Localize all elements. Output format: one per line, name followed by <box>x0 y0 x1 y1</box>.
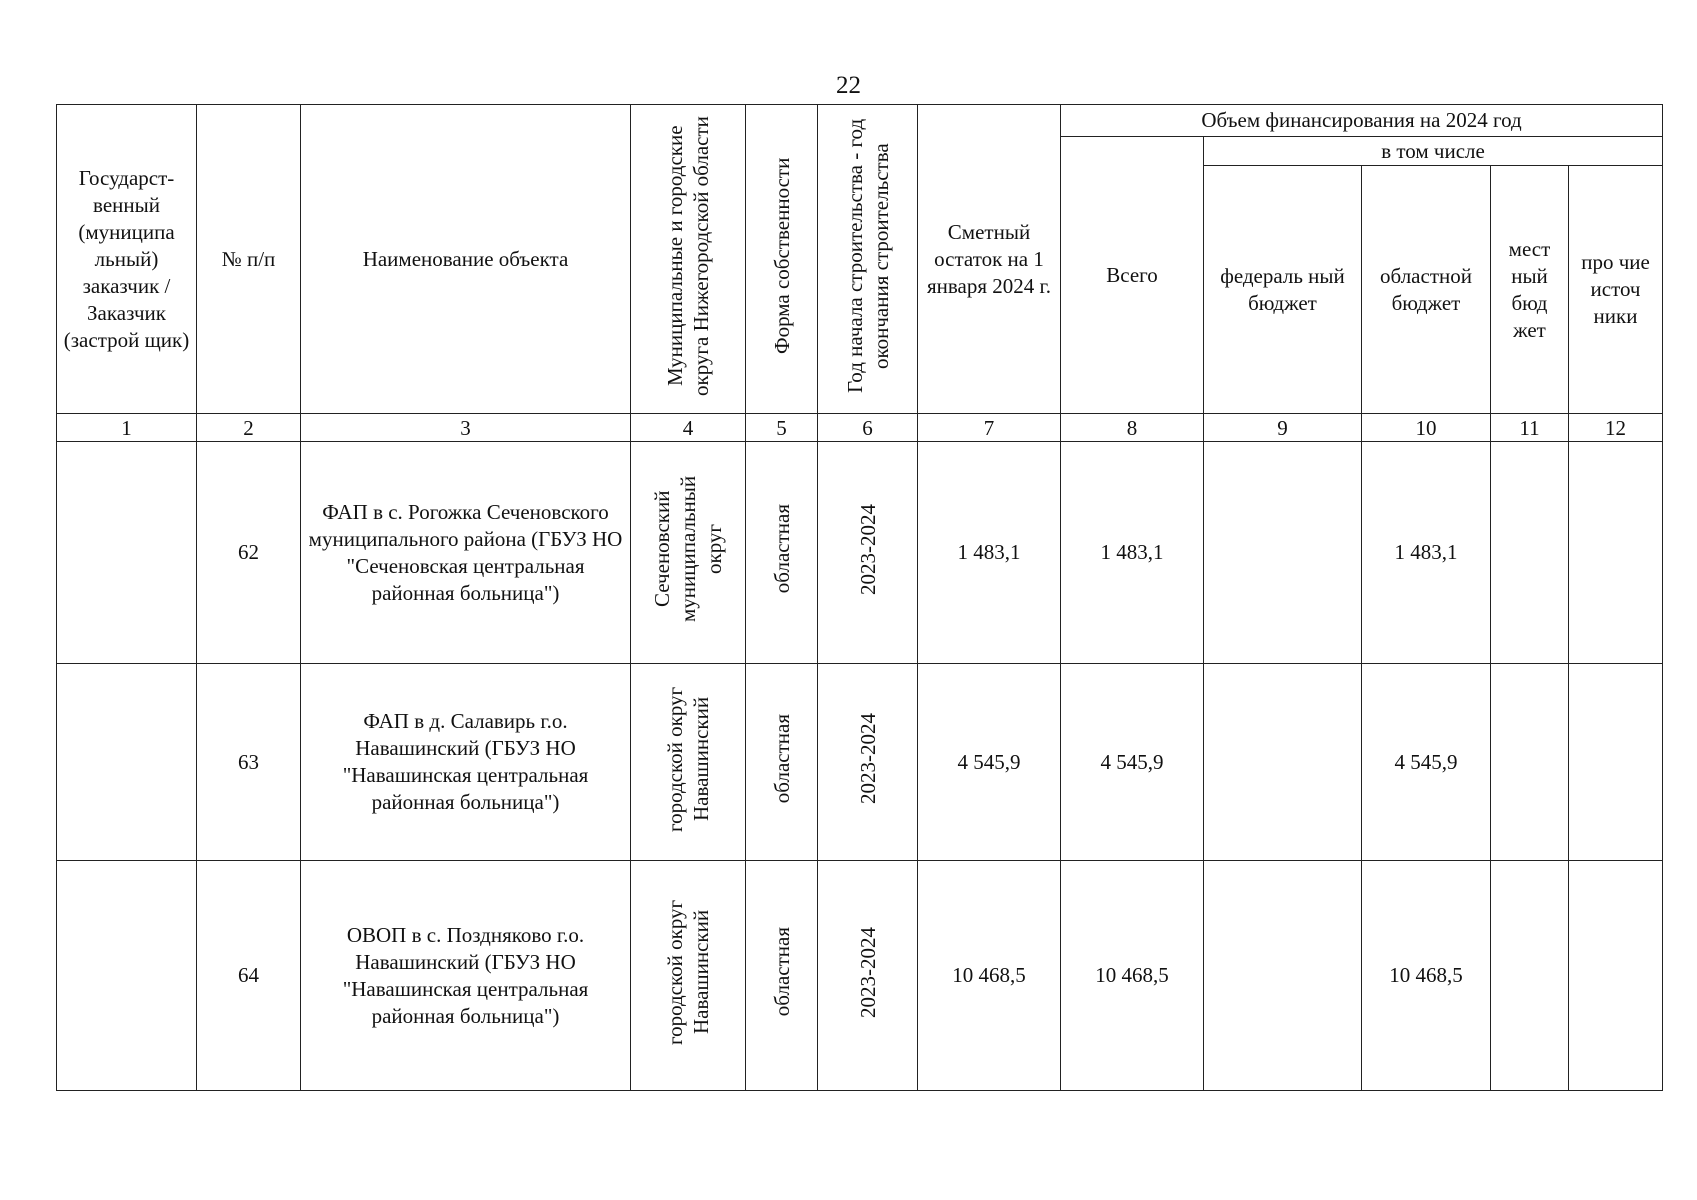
cell-years-text: 2023-2024 <box>855 713 880 804</box>
table-row <box>57 861 1663 1091</box>
column-number: 3 <box>301 414 631 442</box>
header-total: Всего <box>1061 137 1204 414</box>
cell-number: 63 <box>197 664 301 861</box>
cell-years <box>818 861 918 1091</box>
header-regional: областной бюджет <box>1362 166 1491 414</box>
column-number: 4 <box>631 414 746 442</box>
cell-local <box>1491 861 1569 1091</box>
column-number-row <box>57 414 1663 442</box>
header-object-name: Наименование объекта <box>301 105 631 414</box>
cell-district <box>631 861 746 1091</box>
cell-total: 1 483,1 <box>1061 442 1204 664</box>
header-number: № п/п <box>197 105 301 414</box>
cell-ownership-text: областная <box>769 713 794 804</box>
header-ownership <box>746 105 818 414</box>
cell-number: 64 <box>197 861 301 1091</box>
cell-ownership <box>746 664 818 861</box>
cell-regional: 4 545,9 <box>1362 664 1491 861</box>
cell-total: 4 545,9 <box>1061 664 1204 861</box>
table-row <box>57 664 1663 861</box>
cell-object-name: ОВОП в с. Поздняково г.о. Навашинский (ГБУЗ НО "Навашинская центральная районная больница") <box>301 861 631 1091</box>
cell-years-text: 2023-2024 <box>855 926 880 1018</box>
cell-ownership <box>746 861 818 1091</box>
cell-district-text: городской округ Навашинский <box>663 685 713 832</box>
cell-local <box>1491 442 1569 664</box>
cell-years <box>818 664 918 861</box>
cell-federal <box>1204 664 1362 861</box>
cell-number: 62 <box>197 442 301 664</box>
cell-remaining: 1 483,1 <box>918 442 1061 664</box>
column-number: 5 <box>746 414 818 442</box>
column-number: 1 <box>57 414 197 442</box>
cell-years-text: 2023-2024 <box>855 503 880 595</box>
header-district <box>631 105 746 414</box>
header-ownership-text: Форма собственности <box>769 157 794 354</box>
cell-district <box>631 442 746 664</box>
cell-district <box>631 664 746 861</box>
cell-customer <box>57 664 197 861</box>
header-remaining: Сметный остаток на 1 января 2024 г. <box>918 105 1061 414</box>
header-other: про чие источ ники <box>1569 166 1663 414</box>
column-number: 6 <box>818 414 918 442</box>
cell-federal <box>1204 442 1362 664</box>
column-number: 10 <box>1362 414 1491 442</box>
cell-total: 10 468,5 <box>1061 861 1204 1091</box>
cell-federal <box>1204 861 1362 1091</box>
header-row <box>57 105 1663 137</box>
cell-ownership-text: областная <box>769 927 794 1017</box>
cell-local <box>1491 664 1569 861</box>
table-row <box>57 442 1663 664</box>
cell-regional: 10 468,5 <box>1362 861 1491 1091</box>
column-number: 2 <box>197 414 301 442</box>
header-local: мест ный бюд жет <box>1491 166 1569 414</box>
cell-ownership <box>746 442 818 664</box>
column-number: 7 <box>918 414 1061 442</box>
header-including-group: в том числе <box>1204 137 1663 166</box>
header-years-text: Год начала строительства - год окончания строительства <box>842 118 893 393</box>
cell-object-name: ФАП в д. Салавирь г.о. Навашинский (ГБУЗ НО "Навашинская центральная районная больница") <box>301 664 631 861</box>
cell-object-name: ФАП в с. Рогожка Сеченовского муниципального района (ГБУЗ НО "Сеченовская центральная районная больница") <box>301 442 631 664</box>
cell-other <box>1569 664 1663 861</box>
cell-remaining: 4 545,9 <box>918 664 1061 861</box>
column-number: 9 <box>1204 414 1362 442</box>
cell-other <box>1569 861 1663 1091</box>
column-number: 11 <box>1491 414 1569 442</box>
cell-years <box>818 442 918 664</box>
header-federal: федераль ный бюджет <box>1204 166 1362 414</box>
cell-remaining: 10 468,5 <box>918 861 1061 1091</box>
column-number: 8 <box>1061 414 1204 442</box>
cell-customer <box>57 442 197 664</box>
cell-ownership-text: областная <box>769 504 794 594</box>
cell-other <box>1569 442 1663 664</box>
cell-customer <box>57 861 197 1091</box>
header-funding-group: Объем финансирования на 2024 год <box>1061 105 1663 137</box>
page-number: 22 <box>836 72 861 99</box>
cell-district-text: Сеченовский муниципальный округ <box>650 475 726 623</box>
column-number: 12 <box>1569 414 1663 442</box>
cell-district-text: городской округ Навашинский <box>663 899 713 1045</box>
header-years <box>818 105 918 414</box>
header-district-text: Муниципальные и городские округа Нижегородской области <box>663 115 713 396</box>
cell-regional: 1 483,1 <box>1362 442 1491 664</box>
header-customer: Государст-венный (муниципа льный) заказчик / Заказчик (застрой щик) <box>57 105 197 414</box>
financing-table <box>56 104 1663 1091</box>
